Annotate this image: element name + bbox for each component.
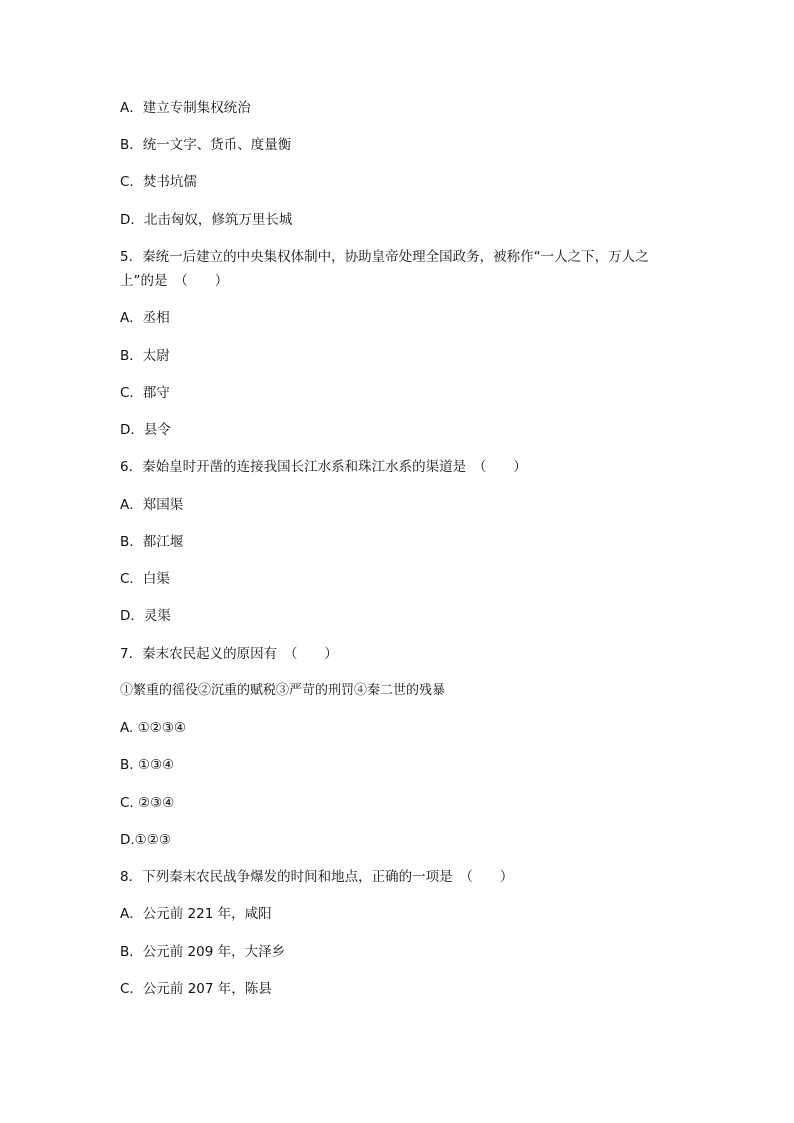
q4-option-d: D．北击匈奴，修筑万里长城 — [120, 212, 293, 228]
q8-option-c: C．公元前 207 年，陈县 — [120, 981, 272, 997]
q5-option-c: C．郡守 — [120, 385, 170, 401]
q5-option-a: A．丞相 — [120, 310, 170, 326]
q6-option-a: A．郑国渠 — [120, 497, 184, 513]
q7-option-a: A. ①②③④ — [120, 720, 186, 736]
question-6: 6．秦始皇时开凿的连接我国长江水系和珠江水系的渠道是 （ ） — [120, 459, 527, 475]
q5-option-d: D．县令 — [120, 422, 171, 438]
q7-option-b: B. ①③④ — [120, 757, 175, 773]
q4-option-c: C．焚书坑儒 — [120, 174, 197, 190]
q4-option-a: A．建立专制集权统治 — [120, 100, 251, 116]
q6-option-b: B．都江堰 — [120, 534, 184, 550]
question-8: 8．下列秦末农民战争爆发的时间和地点，正确的一项是 （ ） — [120, 869, 514, 885]
q8-option-b: B．公元前 209 年，大泽乡 — [120, 944, 286, 960]
q5-option-b: B．太尉 — [120, 348, 170, 364]
q6-option-c: C．白渠 — [120, 571, 170, 587]
q7-statements: ①繁重的徭役②沉重的赋税③严苛的刑罚④秦二世的残暴 — [120, 683, 446, 698]
q7-option-d: D.①②③ — [120, 832, 171, 848]
q4-option-b: B．统一文字、货币、度量衡 — [120, 137, 292, 153]
q6-option-d: D．灵渠 — [120, 608, 171, 624]
q7-option-c: C. ②③④ — [120, 795, 175, 811]
q8-option-a: A．公元前 221 年，咸阳 — [120, 906, 272, 922]
question-5: 5．秦统一后建立的中央集权体制中，协助皇帝处理全国政务，被称作“一人之下，万人之上”的是 （ ） — [120, 249, 649, 289]
question-7: 7．秦末农民起义的原因有 （ ） — [120, 646, 338, 662]
